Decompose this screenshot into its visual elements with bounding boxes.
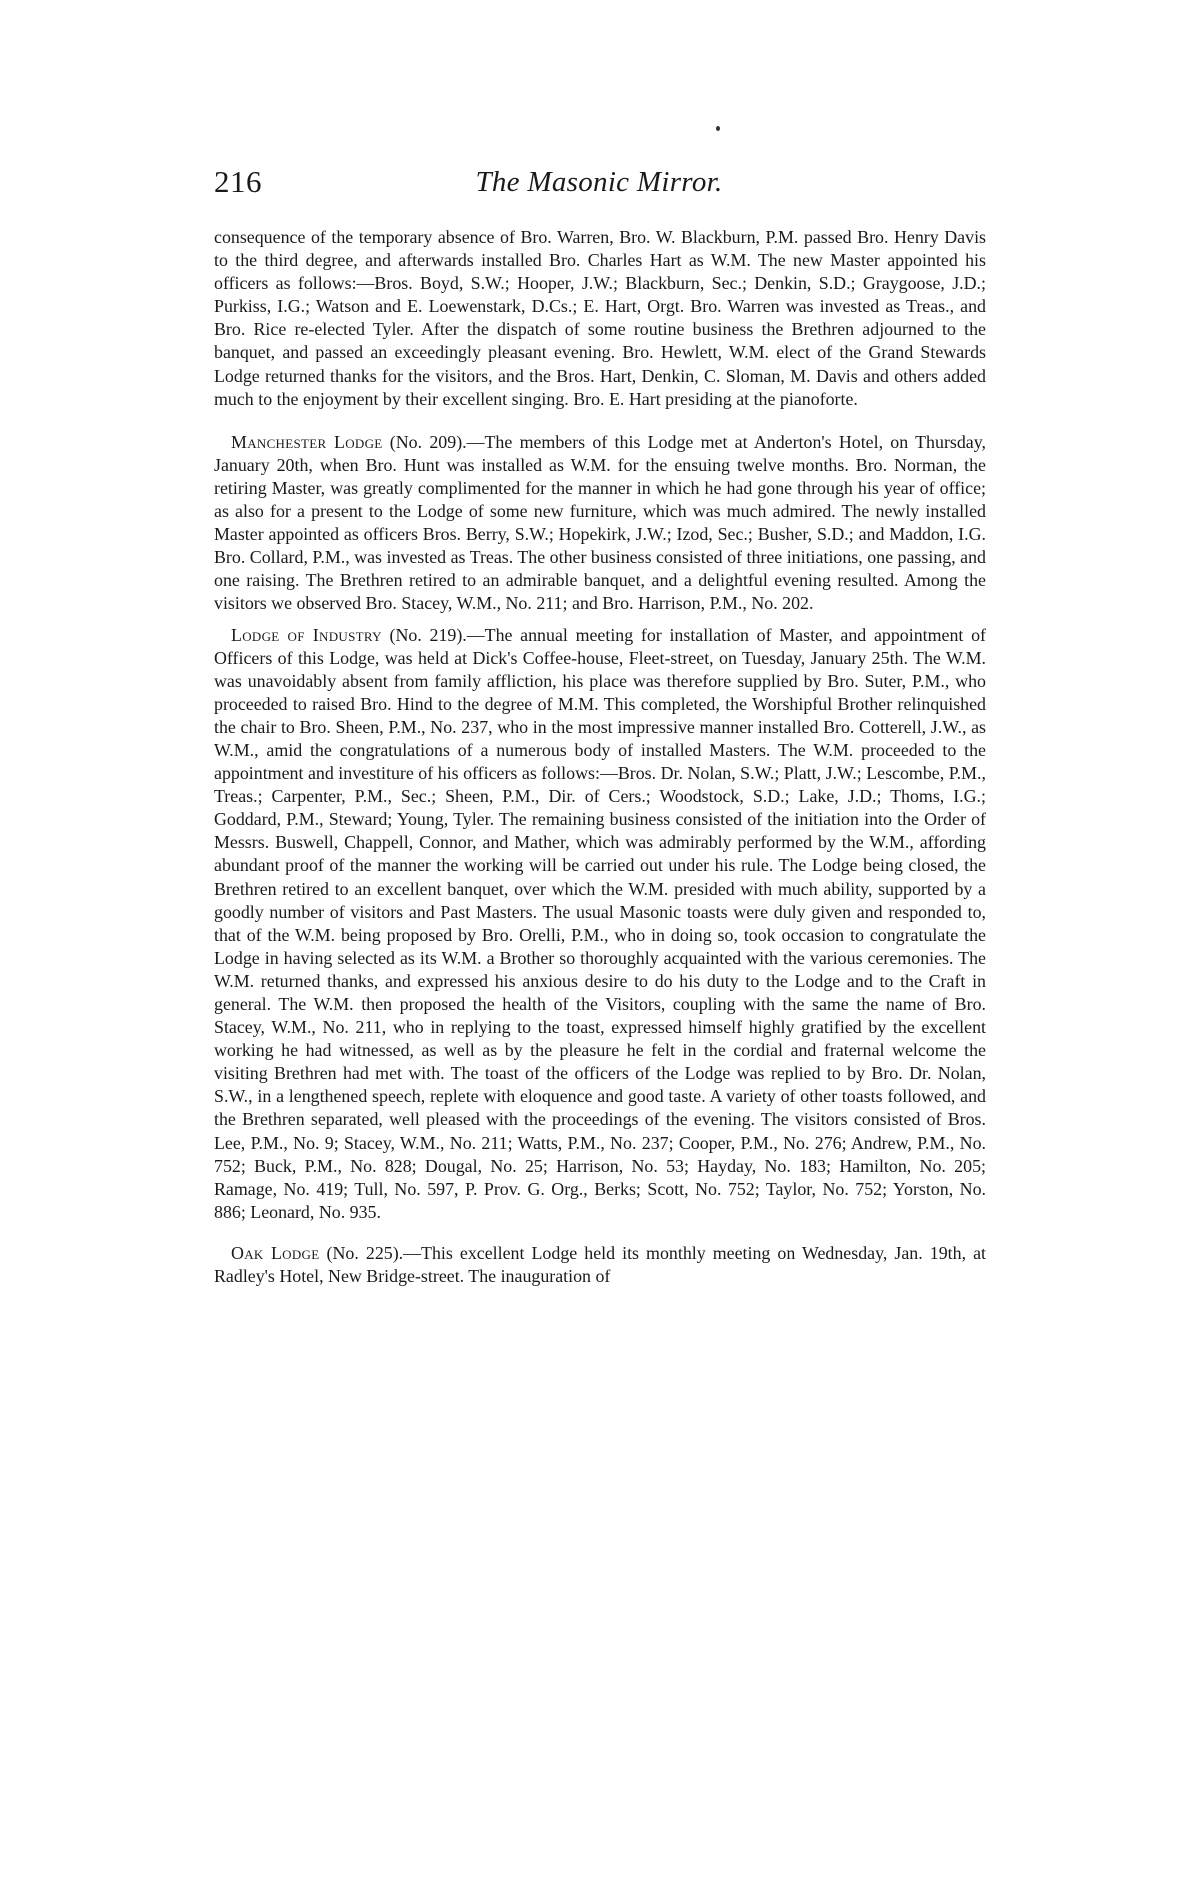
paragraph-lodge-of-industry [214,624,986,1224]
paragraph-text: (No. 225).—This excellent Lodge held its monthly meeting on Wednesday, Jan. 19th, at Radley's Hotel, New Bridge-street. The inauguration of [214,1242,986,1287]
article-body [214,226,986,1288]
paragraph-manchester-lodge [214,431,986,616]
stray-ink-mark [716,126,720,131]
lodge-name: Lodge of Industry [231,624,382,645]
paragraph-text: (No. 219).—The annual meeting for installation of Master, and appointment of Officers of this Lodge, was held at Dick's Coffee-house, Fleet-street, on Tuesday, January 25th. The W.M. was unavoidably absent from family affliction, his place was therefore supplied by Bro. Suter, P.M., who proceeded to raised Bro. Hind to the degree of M.M. This completed, the Worshipful Brother relinquished the chair to Bro. Sheen, P.M., No. 237, who in the most impressive manner installed Bro. Cotterell, J.W., as W.M., amid the congratulations of a numerous body of installed Masters. The W.M. proceeded to the appointment and investiture of his officers as follows:—Bros. Dr. Nolan, S.W.; Platt, J.W.; Lescombe, P.M., Treas.; Carpenter, P.M., Sec.; Sheen, P.M., Dir. of Cers.; Woodstock, S.D.; Lake, J.D.; Thoms, I.G.; Goddard, P.M., Steward; Young, Tyler. The remaining business consisted of the initiation into the Order of Messrs. Buswell, Chappell, Connor, and Mather, which was admirably performed by the W.M., affording abundant proof of the manner the working will be carried out under his rule. The Lodge being closed, the Brethren retired to an excellent banquet, over which the W.M. presided with much ability, supported by a goodly number of visitors and Past Masters. The usual Masonic toasts were duly given and responded to, that of the W.M. being proposed by Bro. Orelli, P.M., who in doing so, took occasion to congratulate the Lodge in having selected as its W.M. a Brother so thoroughly acquainted with the various ceremonies. The W.M. returned thanks, and expressed his anxious desire to do his duty to the Lodge and to the Craft in general. The W.M. then proposed the health of the Visitors, coupling with the same the name of Bro. Stacey, W.M., No. 211, who in replying to the toast, expressed himself highly gratified by the excellent working he had witnessed, as well as by the pleasure he felt in the cordial and fraternal welcome the visiting Brethren had met with. The toast of the officers of the Lodge was replied to by Bro. Dr. Nolan, S.W., in a lengthened speech, replete with eloquence and good taste. A variety of other toasts followed, and the Brethren separated, well pleased with the proceedings of the evening. The visitors consisted of Bros. Lee, P.M., No. 9; Stacey, W.M., No. 211; Watts, P.M., No. 237; Cooper, P.M., No. 276; Andrew, P.M., No. 752; Buck, P.M., No. 828; Dougal, No. 25; Harrison, No. 53; Hayday, No. 183; Hamilton, No. 205; Ramage, No. 419; Tull, No. 597, P. Prov. G. Org., Berks; Scott, No. 752; Taylor, No. 752; Yorston, No. 886; Leonard, No. 935. [214,624,986,1222]
lodge-name: Oak Lodge [231,1242,320,1263]
lodge-name: Manchester Lodge [231,431,383,452]
paragraph-text: (No. 209).—The members of this Lodge met at Anderton's Hotel, on Thursday, January 20th, when Bro. Hunt was installed as W.M. for the ensuing twelve months. Bro. Norman, the retiring Master, was greatly complimented for the manner in which he had gone through his year of office; as also for a present to the Lodge of some new furniture, which was much admired. The newly installed Master appointed as officers Bros. Berry, S.W.; Hopekirk, J.W.; Izod, Sec.; Busher, S.D.; and Maddon, I.G. Bro. Collard, P.M., was invested as Treas. The other business consisted of three initiations, one passing, and one raising. The Brethren retired to an admirable banquet, and a delightful evening resulted. Among the visitors we observed Bro. Stacey, W.M., No. 211; and Bro. Harrison, P.M., No. 202. [214,431,986,614]
page-number: 216 [214,164,262,199]
paragraph-text: consequence of the temporary absence of Bro. Warren, Bro. W. Blackburn, P.M. passed Bro. Henry Davis to the third degree, and afterwards installed Bro. Charles Hart as W.M. The new Master appointed his officers as follows:—Bros. Boyd, S.W.; Hooper, J.W.; Blackburn, Sec.; Denkin, S.D.; Graygoose, J.D.; Purkiss, I.G.; Watson and E. Loewenstark, D.Cs.; E. Hart, Orgt. Bro. Warren was invested as Treas., and Bro. Rice re-elected Tyler. After the dispatch of some routine business the Brethren adjourned to the banquet, and passed an exceedingly pleasant evening. Bro. Hewlett, W.M. elect of the Grand Stewards Lodge returned thanks for the visitors, and the Bros. Hart, Denkin, C. Sloman, M. Davis and others added much to the enjoyment by their excellent singing. Bro. E. Hart presiding at the pianoforte. [214,227,986,409]
running-title: The Masonic Mirror. [475,166,723,198]
page-header [214,160,984,204]
paragraph-continuation [214,226,986,411]
paragraph-oak-lodge [214,1242,986,1288]
